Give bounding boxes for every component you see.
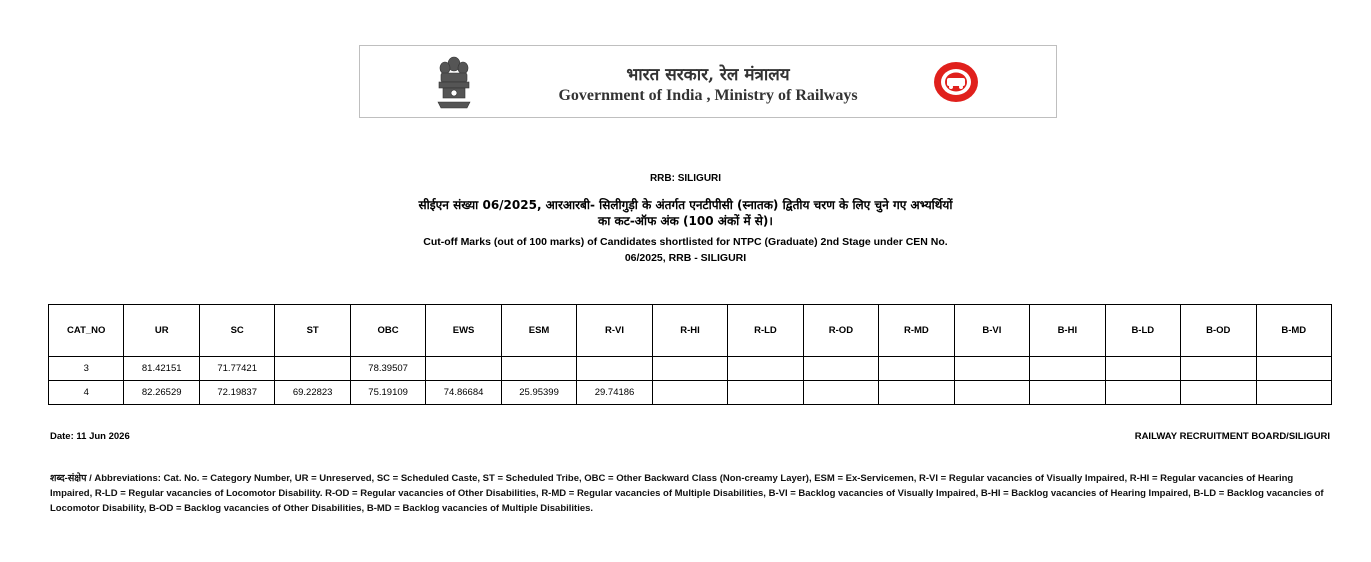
table-cell bbox=[577, 357, 652, 381]
column-header: OBC bbox=[350, 305, 425, 357]
table-cell bbox=[275, 357, 350, 381]
table-cell: 75.19109 bbox=[350, 381, 425, 405]
table-cell: 78.39507 bbox=[350, 357, 425, 381]
table-cell bbox=[954, 357, 1029, 381]
column-header: ST bbox=[275, 305, 350, 357]
column-header: SC bbox=[199, 305, 274, 357]
column-header: R-OD bbox=[803, 305, 878, 357]
column-header: UR bbox=[124, 305, 199, 357]
indian-railways-logo-icon bbox=[932, 60, 980, 104]
table-cell bbox=[954, 381, 1029, 405]
table-cell bbox=[879, 357, 954, 381]
table-cell: 71.77421 bbox=[199, 357, 274, 381]
table-cell bbox=[803, 357, 878, 381]
table-cell: 29.74186 bbox=[577, 381, 652, 405]
board-signature: RAILWAY RECRUITMENT BOARD/SILIGURI bbox=[1134, 431, 1330, 442]
table-cell bbox=[879, 381, 954, 405]
issue-date: Date: 11 Jun 2026 bbox=[50, 431, 130, 442]
letterhead-banner bbox=[359, 45, 1057, 118]
title-english-line1: Cut-off Marks (out of 100 marks) of Candidates shortlisted for NTPC (Graduate) 2nd Stage under CEN No. bbox=[423, 236, 948, 248]
table-cell bbox=[501, 357, 576, 381]
cutoff-marks-table bbox=[48, 304, 1332, 405]
table-cell bbox=[652, 357, 727, 381]
table-row bbox=[49, 381, 1332, 405]
table-cell: 74.86684 bbox=[426, 381, 501, 405]
column-header: R-MD bbox=[879, 305, 954, 357]
column-header: EWS bbox=[426, 305, 501, 357]
column-header: B-OD bbox=[1181, 305, 1256, 357]
table-header-row bbox=[49, 305, 1332, 357]
table-cell: 25.95399 bbox=[501, 381, 576, 405]
letterhead-hindi: भारत सरकार, रेल मंत्रालय bbox=[626, 65, 790, 85]
letterhead-english: Government of India , Ministry of Railways bbox=[558, 87, 858, 104]
column-header: B-MD bbox=[1256, 305, 1332, 357]
table-cell: 4 bbox=[49, 381, 124, 405]
table-cell bbox=[1181, 357, 1256, 381]
column-header: ESM bbox=[501, 305, 576, 357]
table-cell bbox=[728, 357, 803, 381]
table-row bbox=[49, 357, 1332, 381]
title-hindi-line1: सीईएन संख्या 06/2025, आरआरबी- सिलीगुड़ी के अंतर्गत एनटीपीसी (स्नातक) द्वितीय चरण के लिए चुने गए अभ्यर्थियों bbox=[418, 198, 953, 212]
table-cell bbox=[803, 381, 878, 405]
title-english-line2: 06/2025, RRB - SILIGURI bbox=[624, 252, 747, 264]
table-cell bbox=[1181, 381, 1256, 405]
table-cell bbox=[1256, 357, 1332, 381]
table-cell bbox=[1030, 357, 1105, 381]
table-cell bbox=[426, 357, 501, 381]
table-cell: 3 bbox=[49, 357, 124, 381]
table-cell: 82.26529 bbox=[124, 381, 199, 405]
abbreviations-note: शब्द-संक्षेप / Abbreviations: Cat. No. = Category Number, UR = Unreserved, SC = Scheduled Caste, ST = Scheduled Tribe, OBC = Other Backward Class (Non-creamy Layer), ESM = Ex-Servicemen, R-VI = Regular vacancies of Visually Impaired, R-HI = Regular vacancies of Hearing Impaired, R-LD = Regular vacancies of Locomotor Disability. R-OD = Regular vacancies of Other Disabilities, R-MD = Regular vacancies of Multiple Disabilities, B-VI = Backlog vacancies of Visually Impaired, B-HI = Backlog vacancies of Hearing Impaired, B-LD = Backlog vacancies of Locomotor Disability, B-OD = Backlog vacancies of Other Disabilities, B-MD = Backlog vacancies of Multiple Disabilities. bbox=[50, 473, 1324, 514]
table-cell: 72.19837 bbox=[199, 381, 274, 405]
title-hindi-line2: का कट-ऑफ अंक (100 अंकों में से)। bbox=[598, 214, 773, 228]
table-cell bbox=[728, 381, 803, 405]
table-cell bbox=[1105, 357, 1180, 381]
column-header: B-VI bbox=[954, 305, 1029, 357]
table-cell bbox=[1105, 381, 1180, 405]
column-header: R-VI bbox=[577, 305, 652, 357]
column-header: B-LD bbox=[1105, 305, 1180, 357]
column-header: R-HI bbox=[652, 305, 727, 357]
rrb-title: RRB: SILIGURI bbox=[649, 173, 722, 184]
table-cell bbox=[1256, 381, 1332, 405]
table-cell: 81.42151 bbox=[124, 357, 199, 381]
table-cell: 69.22823 bbox=[275, 381, 350, 405]
table-cell bbox=[652, 381, 727, 405]
column-header: B-HI bbox=[1030, 305, 1105, 357]
column-header: R-LD bbox=[728, 305, 803, 357]
table-cell bbox=[1030, 381, 1105, 405]
column-header: CAT_NO bbox=[49, 305, 124, 357]
